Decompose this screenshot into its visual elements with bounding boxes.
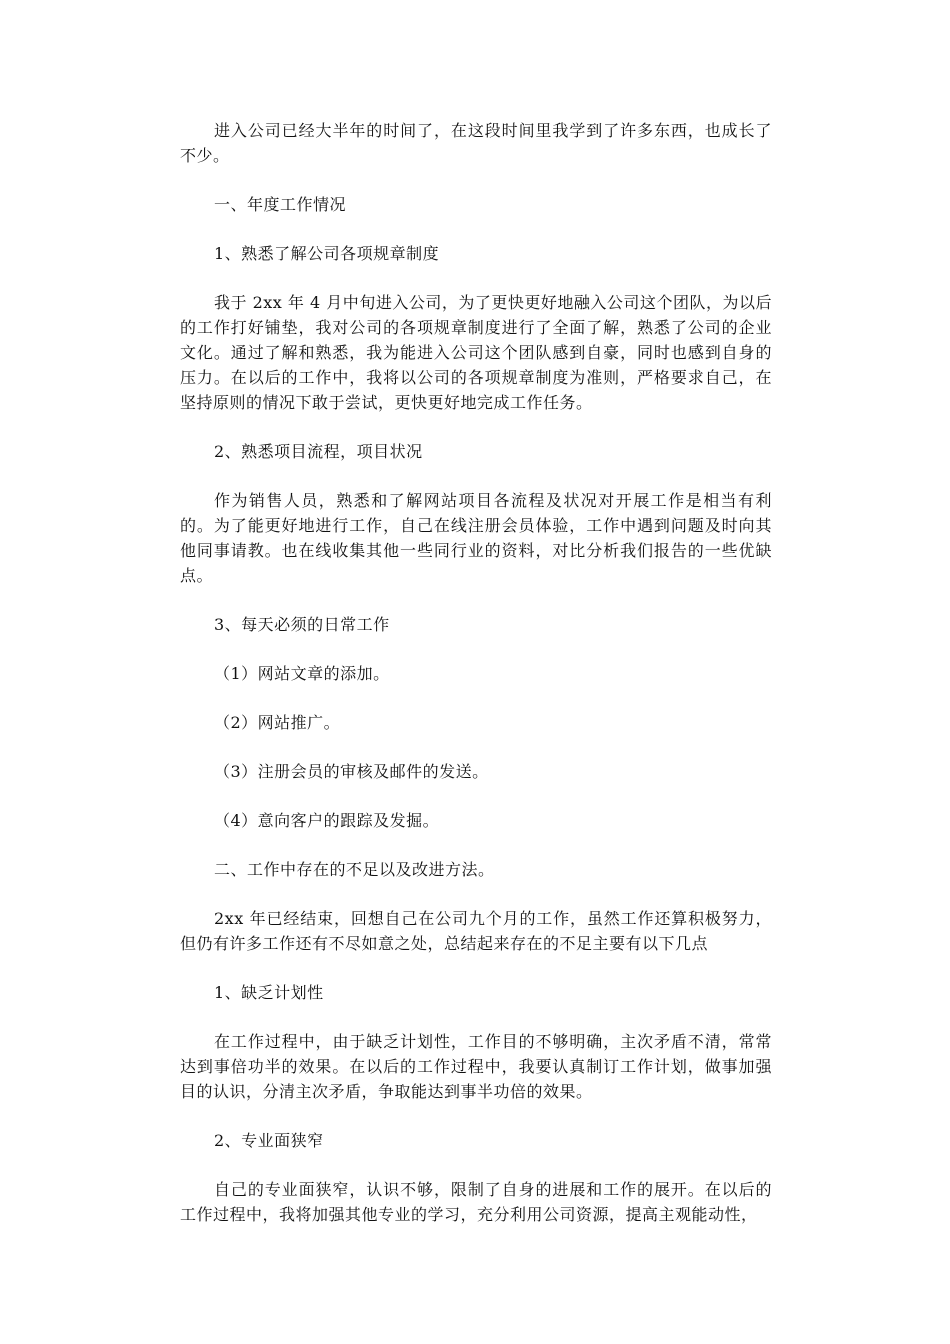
section-heading-shortcomings: 二、工作中存在的不足以及改进方法。: [214, 860, 495, 879]
paragraph-shortcomings-intro: 2xx 年已经结束，回想自己在公司九个月的工作，虽然工作还算积极努力，但仍有许多工作还有不尽如意之处，总结起来存在的不足主要有以下几点: [180, 909, 772, 953]
subheading-daily-work: 3、每天必须的日常工作: [214, 615, 390, 634]
list-item-daily-3: （3）注册会员的审核及邮件的发送。: [214, 762, 489, 781]
list-item-daily-1: （1）网站文章的添加。: [214, 664, 390, 683]
intro-paragraph: 进入公司已经大半年的时间了，在这段时间里我学到了许多东西，也成长了不少。: [180, 121, 772, 165]
paragraph-company-rules: 我于 2xx 年 4 月中旬进入公司，为了更快更好地融入公司这个团队，为以后的工作打好铺垫，我对公司的各项规章制度进行了全面了解，熟悉了公司的企业文化。通过了解和熟悉，我为能进入公司这个团队感到自豪，同时也感到自身的压力。在以后的工作中，我将以公司的各项规章制度为准则，严格要求自己，在坚持原则的情况下敢于尝试，更快更好地完成工作任务。: [180, 293, 772, 412]
paragraph-project-process: 作为销售人员，熟悉和了解网站项目各流程及状况对开展工作是相当有利的。为了能更好地进行工作，自己在线注册会员体验，工作中遇到问题及时向其他同事请教。也在线收集其他一些同行业的资料，对比分析我们报告的一些优缺点。: [180, 491, 772, 585]
subheading-lack-planning: 1、缺乏计划性: [214, 983, 324, 1002]
paragraph-lack-planning: 在工作过程中，由于缺乏计划性，工作目的不够明确，主次矛盾不清，常常达到事倍功半的效果。在以后的工作过程中，我要认真制订工作计划，做事加强目的认识，分清主次矛盾，争取能达到事半功倍的效果。: [180, 1032, 772, 1101]
subheading-project-process: 2、熟悉项目流程，项目状况: [214, 442, 423, 461]
subheading-company-rules: 1、熟悉了解公司各项规章制度: [214, 244, 440, 263]
subheading-narrow-specialty: 2、专业面狭窄: [214, 1131, 324, 1150]
document-body: [180, 118, 772, 1251]
paragraph-narrow-specialty: 自己的专业面狭窄，认识不够，限制了自身的进展和工作的展开。在以后的工作过程中，我将加强其他专业的学习，充分利用公司资源，提高主观能动性，: [180, 1180, 772, 1224]
list-item-daily-2: （2）网站推广。: [214, 713, 341, 732]
section-heading-annual-work: 一、年度工作情况: [214, 195, 347, 214]
list-item-daily-4: （4）意向客户的跟踪及发掘。: [214, 811, 440, 830]
